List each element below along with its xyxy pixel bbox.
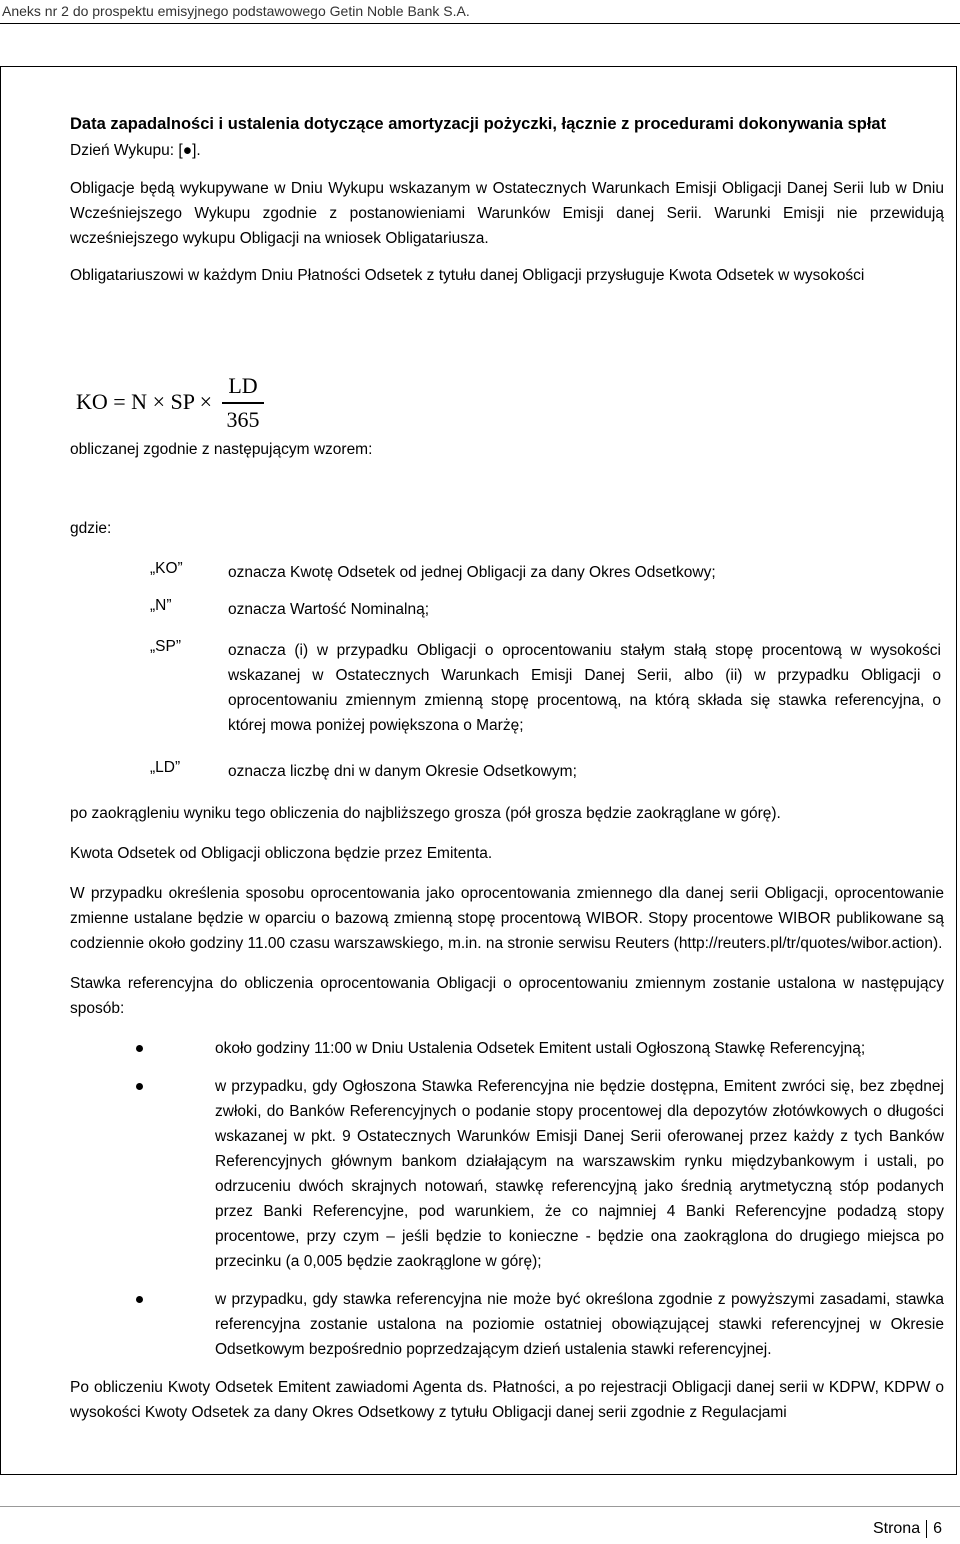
list-item-text: w przypadku, gdy stawka referencyjna nie może być określona zgodnie z powyższymi zasadami, stawka referencyjna zostanie ustalona na poziomie ostatniej obowiązującej stawki referencyjnej w Okresie Odsetkowym bezpośrednio poprzedzającym dzień ustalenia stawki referencyjnej. [215, 1291, 944, 1358]
section-top [70, 110, 944, 300]
list-item [70, 1036, 944, 1061]
redemption-day: Dzień Wykupu: [●]. [70, 142, 201, 159]
section-bottom [70, 801, 944, 1437]
list-item-text: w przypadku, gdy Ogłoszona Stawka Referencyjna nie będzie dostępna, Emitent zwróci się, bez zbędnej zwłoki, do Banków Referencyjnych o podanie stopy procentowej dla depozytów złotówkowych o długości wskazanej w pkt. 9 Ostatecznych Warunków Emisji Danej Serii oferowanej przez każdy z tych Banków Referencyjnych głównym bankom działającym na warszawskim rynku międzybankowym i ustali, po odrzuceniu dwóch skrajnych notowań, stawkę referencyjną jako średnią arytmetyczną stóp podanych przez Banki Referencyjne, pod warunkiem, że co najmniej 4 Banki Referencyjne podadzą stopy procentowe, przy czym – jeśli będzie to konieczne - będzie ona zaokrąglona do drugiego miejsca po przecinku (a 0,005 będzie zaokrąglone w górę); [215, 1078, 944, 1270]
definition-symbol: „N” [150, 597, 172, 614]
document-header: Aneks nr 2 do prospektu emisyjnego podstawowego Getin Noble Bank S.A. [2, 3, 470, 19]
paragraph-reference-rate: Stawka referencyjna do obliczenia oprocentowania Obligacji o oprocentowaniu zmiennym zostanie ustalona w następujący sposób: [70, 975, 944, 1017]
list-item [70, 1287, 944, 1362]
definition-symbol: „KO” [150, 560, 183, 577]
formula-lhs: KO = N × SP × [76, 389, 213, 414]
section-heading: Data zapadalności i ustalenia dotyczące amortyzacji pożyczki, łącznie z procedurami dokonywania spłat [70, 115, 887, 133]
bullet-icon [136, 1083, 143, 1090]
formula-fraction [222, 372, 264, 434]
page-footer [873, 1520, 942, 1538]
page-number: 6 [933, 1520, 942, 1538]
formula-caption: obliczanej zgodnie z następującym wzorem: [70, 441, 373, 458]
fraction-bar [222, 402, 264, 404]
definition-text: oznacza (i) w przypadku Obligacji o oprocentowaniu stałym stałą stopę procentową w wysokości wskazanej w Ostatecznych Warunkach Emisji Danej Serii, albo (ii) w przypadku Obligacji o oprocentowaniu zmiennym zmienną stopę procentową, na którą składa się stawka referencyjna, o której mowa poniżej powiększona o Marżę; [228, 642, 941, 734]
paragraph-redemption: Obligacje będą wykupywane w Dniu Wykupu wskazanym w Ostatecznych Warunkach Emisji Obligacji Danej Serii lub w Dniu Wcześniejszego Wykupu zgodnie z postanowieniami Warunków Emisji danej Serii. Warunki Emisji nie przewidują wcześniejszego wykupu Obligacji na wniosek Obligatariusza. [70, 180, 944, 247]
paragraph-rounding: po zaokrągleniu wyniku tego obliczenia do najbliższego grosza (pół grosza będzie zaokrąglane w górę). [70, 805, 781, 822]
bullet-icon [136, 1045, 143, 1052]
page-label: Strona [872, 1520, 921, 1538]
list-item-text: około godziny 11:00 w Dniu Ustalenia Odsetek Emitent ustali Ogłoszoną Stawkę Referencyjną; [215, 1040, 866, 1057]
footer-separator [926, 1520, 927, 1538]
definition-symbol: „SP” [150, 638, 181, 655]
reference-rate-steps [70, 1036, 944, 1362]
definition-text: oznacza Wartość Nominalną; [228, 601, 430, 618]
definition-symbol: „LD” [150, 759, 181, 776]
where-block [70, 516, 944, 553]
definition-text: oznacza liczbę dni w danym Okresie Odsetkowym; [228, 763, 577, 780]
formula-caption-block [70, 437, 944, 474]
paragraph-calculated-by: Kwota Odsetek od Obligacji obliczona będzie przez Emitenta. [70, 845, 493, 862]
header-divider [0, 23, 960, 24]
formula-numerator: LD [228, 373, 258, 398]
bullet-icon [136, 1296, 143, 1303]
paragraph-notification: Po obliczeniu Kwoty Odsetek Emitent zawiadomi Agenta ds. Płatności, a po rejestracji Obligacji danej serii w KDPW, KDPW o wysokości Kwoty Odsetek za dany Okres Odsetkowy z tytułu Obligacji danej serii zgodnie z Regulacjami [70, 1379, 944, 1421]
list-item [70, 1074, 944, 1274]
formula-denominator: 365 [226, 406, 260, 432]
paragraph-interest-amount: Obligatariuszowi w każdym Dniu Płatności Odsetek z tytułu danej Obligacji przysługuje Kwota Odsetek w wysokości [70, 267, 865, 284]
definition-text: oznacza Kwotę Odsetek od jednej Obligacji za dany Okres Odsetkowy; [228, 564, 716, 581]
where-label: gdzie: [70, 520, 112, 537]
footer-divider [0, 1506, 960, 1507]
paragraph-wibor: W przypadku określenia sposobu oprocentowania jako oprocentowania zmiennego dla danej serii Obligacji, oprocentowanie zmienne ustalane będzie w oparciu o bazową zmienną stopę procentową WIBOR. Stopy procentowe WIBOR publikowane są codziennie około godziny 11.00 czasu warszawskiego, m.in. na stronie serwisu Reuters (http://reuters.pl/tr/quotes/wibor.action). [70, 885, 944, 952]
